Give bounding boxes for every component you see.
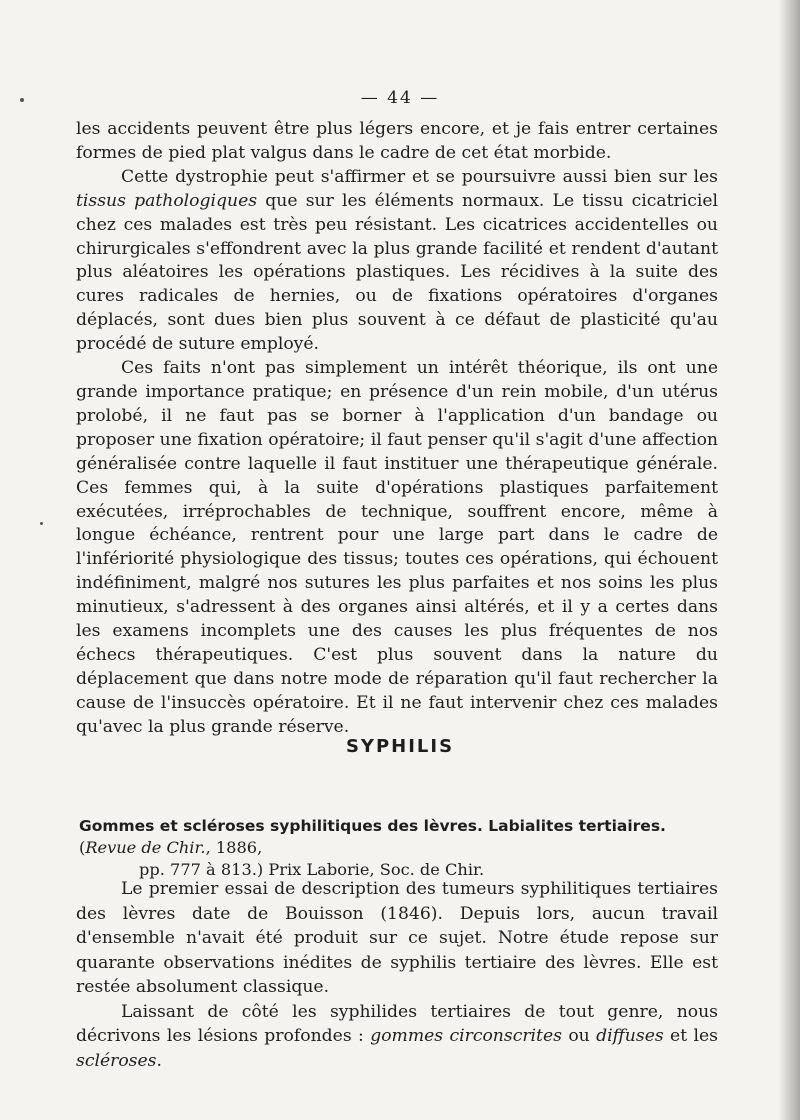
paragraph (76, 166, 718, 357)
text-run: Laissant de côté les syphilides tertiaires de tout genre, nous décrivons les lésions profondes : (76, 1001, 718, 1046)
paragraph: Le premier essai de description des tumeurs syphilitiques tertiaires des lèvres date de Bouisson (1846). Depuis lors, aucun travail d'ensemble n'avait été produit sur ce sujet. Notre étude repose sur quarante observations inédites de syphilis tertiaire des lèvres. Elle est restée absolument classique. (76, 879, 718, 997)
emphasis: tissus pathologiques (76, 190, 258, 211)
scan-speck (40, 522, 43, 525)
paragraph: Ces faits n'ont pas simplement un intérêt théorique, ils ont une grande importance pratique; en présence d'un rein mobile, d'un utérus prolobé, il ne faut pas se borner à l'application d'un bandage ou proposer une fixation opératoire; il faut penser qu'il s'agit d'une affection généralisée contre laquelle il faut instituer une thérapeutique générale. Ces femmes qui, à la suite d'opérations plastiques parfaitement exécutées, irréprochables de technique, souffrent encore, même à longue échéance, rentrent pour une large part dans le cadre de l'infériorité physiologique des tissus; toutes ces opérations, qui échouent indéfiniment, malgré nos sutures les plus parfaites et nos soins les plus minutieux, s'adressent à des organes ainsi altérés, et il y a certes dans les examens incomplets une des causes les plus fréquentes de nos échecs thérapeutiques. C'est plus souvent dans la nature du déplacement que dans notre mode de réparation qu'il faut rechercher la cause de l'insuccès opératoire. Et il ne faut intervenir chez ces malades qu'avec la plus grande réserve. (76, 358, 718, 737)
text-run: . (156, 1050, 162, 1071)
emphasis: diffuses (596, 1026, 664, 1046)
journal-name: Revue de Chir. (85, 838, 206, 857)
section-heading: SYPHILIS (345, 736, 455, 757)
page-edge-shadow (778, 0, 800, 1120)
emphasis: scléroses (76, 1050, 157, 1071)
paragraph (76, 1000, 718, 1074)
text-run: ou (561, 1026, 597, 1046)
reference-pages: pp. 777 à 813.) Prix Laborie, Soc. de Chir. (139, 860, 485, 879)
section-text-2 (76, 877, 718, 1073)
text-run: et les (663, 1026, 719, 1046)
bibliographic-reference (79, 815, 719, 881)
text-run: Cette dystrophie peut s'affirmer et se poursuivre aussi bien sur les (121, 166, 718, 187)
text-run: que sur les éléments normaux. Le tissu cicatriciel chez ces malades est très peu résistant. Les cicatrices accidentelles ou chirurgicales s'effondrent avec la plus grande facilité et rendent d'autant plus aléatoires les opérations plastiques. Les récidives à la suite des cures radicales de hernies, ou de fixations opératoires d'organes déplacés, sont dues bien plus souvent à ce défaut de plasticité qu'au procédé de suture employé. (76, 190, 718, 355)
text-run: ( (79, 838, 86, 857)
emphasis: gommes circonscrites (370, 1026, 562, 1046)
paragraph: les accidents peuvent être plus légers encore, et je fais entrer certaines formes de pied plat valgus dans le cadre de cet état morbide. (76, 119, 718, 163)
section-text-1 (76, 118, 718, 740)
reference-title: Gommes et scléroses syphilitiques des lèvres. Labialites tertiaires. (79, 817, 666, 835)
reference-year: , 1886, (205, 838, 263, 857)
page-number: — 44 — (360, 88, 440, 108)
